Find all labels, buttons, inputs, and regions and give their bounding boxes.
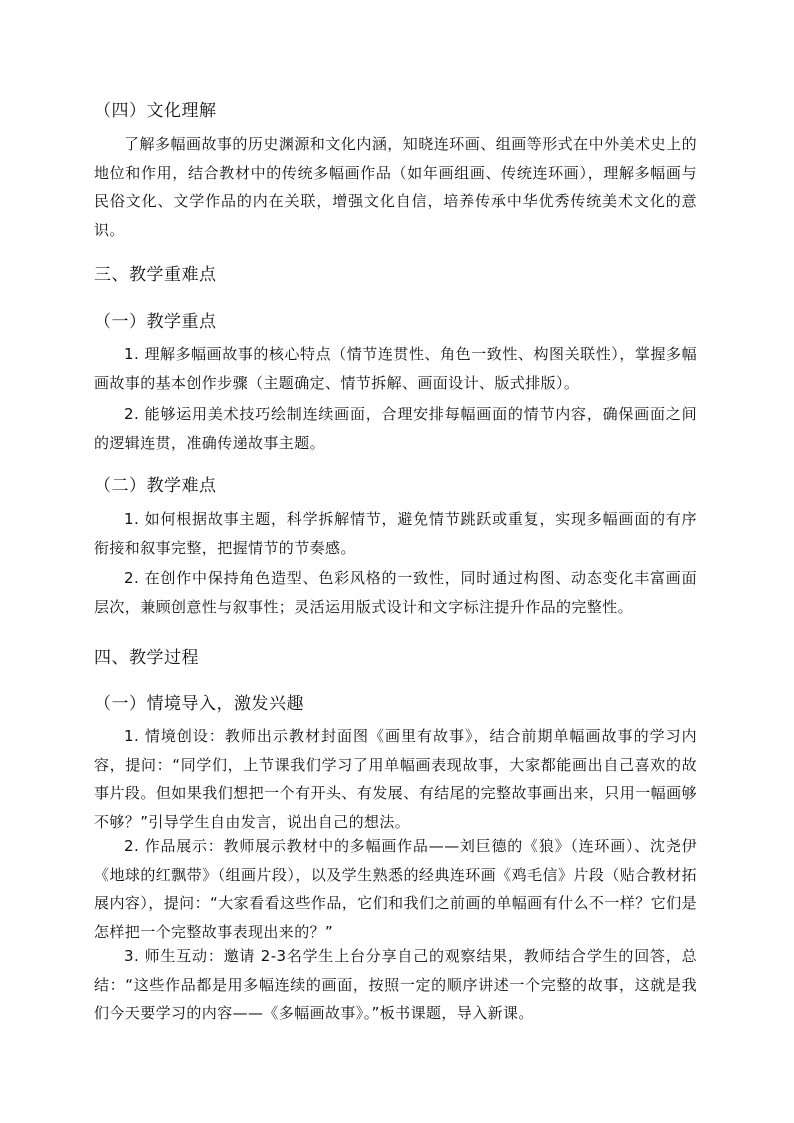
- section-heading-key-points: （一）教学重点: [94, 312, 217, 332]
- section-heading-culture: （四）文化理解: [94, 101, 217, 121]
- section-heading-process: 四、教学过程: [94, 648, 199, 668]
- paragraph-intro-2: 2. 作品展示：教师展示教材中的多幅画作品——刘巨德的《狼》（连环画）、沈尧伊《地球的红飘带》（组画片段），以及学生熟悉的经典连环画《鸡毛信》片段（贴合教材拓展内容），提问：“大家看看这些作品，它们和我们之前画的单幅画有什么不一样？它们是怎样把一个完整故事表现出来的？”: [94, 837, 697, 941]
- section-heading-intro: （一）情境导入，激发兴趣: [94, 694, 304, 714]
- paragraph-intro-1: 1. 情境创设：教师出示教材封面图《画里有故事》，结合前期单幅画故事的学习内容，提问：“同学们，上节课我们学习了用单幅画表现故事，大家都能画出自己喜欢的故事片段。但如果我们想把一个有开头、有发展、有结尾的完整故事画出来，只用一幅画够不够？”引导学生自由发言，说出自己的想法。: [94, 727, 697, 831]
- paragraph-key-point-1: 1. 理解多幅画故事的核心特点（情节连贯性、角色一致性、构图关联性），掌握多幅画故事的基本创作步骤（主题确定、情节拆解、画面设计、版式排版）。: [94, 345, 697, 392]
- paragraph-difficult-2: 2. 在创作中保持角色造型、色彩风格的一致性，同时通过构图、动态变化丰富画面层次，兼顾创意性与叙事性；灵活运用版式设计和文字标注提升作品的完整性。: [94, 569, 697, 616]
- paragraph-intro-3: 3. 师生互动：邀请 2-3名学生上台分享自己的观察结果，教师结合学生的回答，总结：“这些作品都是用多幅连续的画面，按照一定的顺序讲述一个完整的故事，这就是我们今天要学习的内容——《多幅画故事》。”板书课题，导入新课。: [94, 947, 697, 1022]
- paragraph-difficult-1: 1. 如何根据故事主题，科学拆解情节，避免情节跳跃或重复，实现多幅画面的有序衔接和叙事完整，把握情节的节奏感。: [94, 510, 697, 557]
- paragraph-culture: 了解多幅画故事的历史渊源和文化内涵，知晓连环画、组画等形式在中外美术史上的地位和作用，结合教材中的传统多幅画作品（如年画组画、传统连环画），理解多幅画与民俗文化、文学作品的内在关联，增强文化自信，培养传承中华优秀传统美术文化的意识。: [94, 135, 697, 239]
- section-heading-key-difficult: 三、教学重难点: [94, 265, 217, 285]
- section-heading-difficult: （二）教学难点: [94, 476, 217, 496]
- paragraph-key-point-2: 2. 能够运用美术技巧绘制连续画面，合理安排每幅画面的情节内容，确保画面之间的逻辑连贯，准确传递故事主题。: [94, 405, 697, 452]
